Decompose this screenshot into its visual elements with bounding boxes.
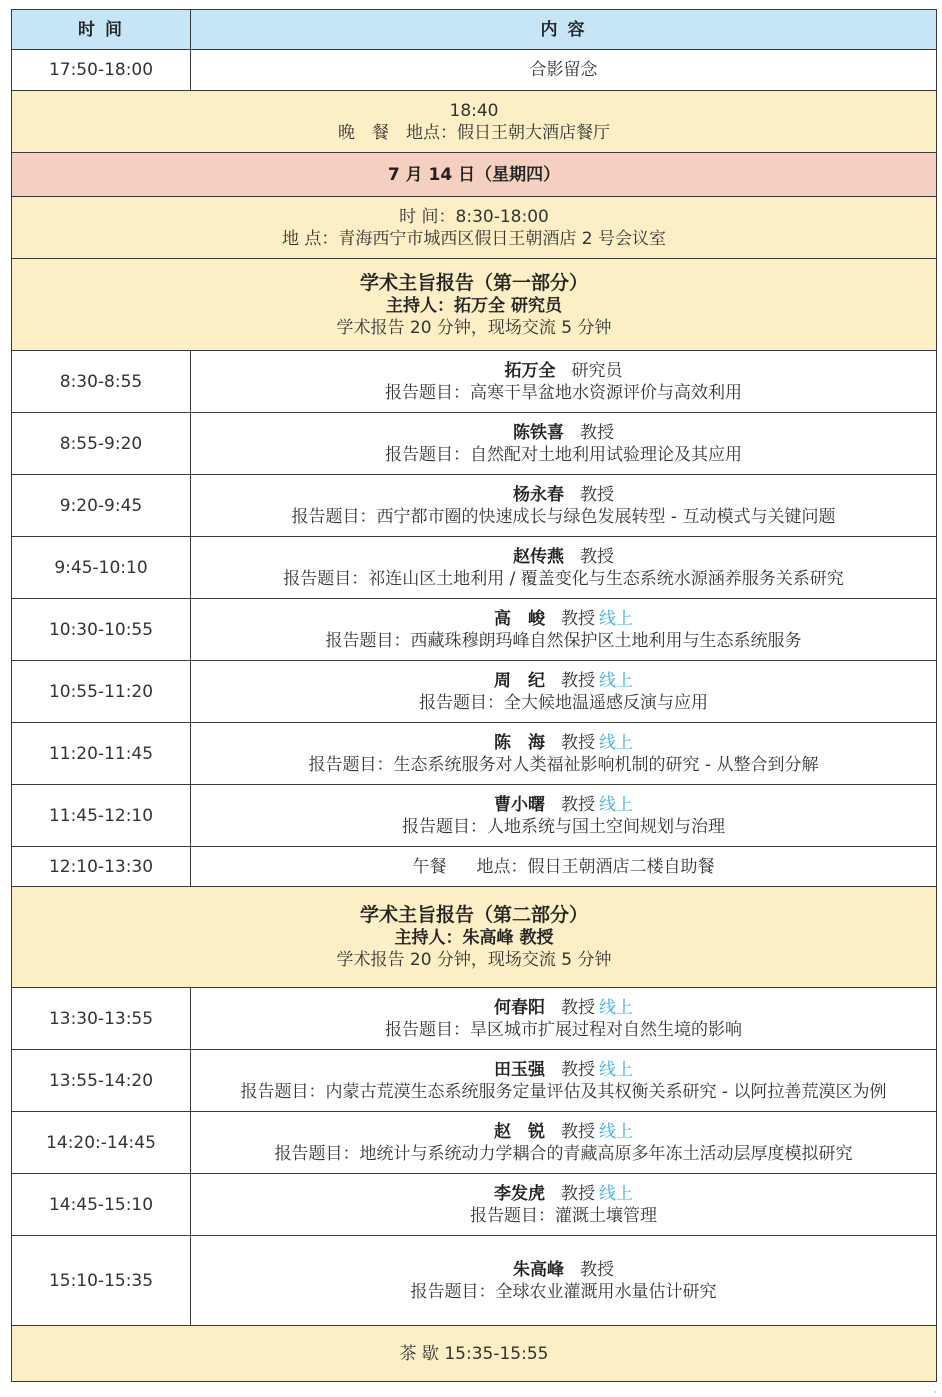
talk-cell — [191, 1174, 937, 1236]
tea-break-cell: 茶 歇 15:35-15:55 — [12, 1326, 937, 1382]
online-badge: 线上 — [599, 1183, 633, 1204]
time-cell: 9:20-9:45 — [12, 475, 191, 537]
speaker-name: 陈铁喜 — [513, 422, 564, 443]
speaker-name: 赵 锐 — [494, 1121, 545, 1142]
section2-header — [12, 887, 937, 988]
tea-break-row — [12, 1326, 937, 1382]
talk-row — [12, 413, 937, 475]
venue-location: 地 点：青海西宁市城西区假日王朝酒店 2 号会议室 — [281, 228, 667, 249]
talk-row — [12, 785, 937, 847]
talk-topic: 报告题目：生态系统服务对人类福祉影响机制的研究 - 从整合到分解 — [308, 754, 819, 775]
lunch-location: 地点：假日王朝酒店二楼自助餐 — [476, 856, 715, 877]
speaker-role: 教授 — [561, 608, 595, 629]
speaker-name: 李发虎 — [494, 1183, 545, 1204]
speaker-line — [191, 1259, 936, 1281]
speaker-line — [191, 546, 936, 568]
talk-cell — [191, 351, 937, 413]
speaker-role: 教授 — [561, 1183, 595, 1204]
speaker-line — [191, 1121, 936, 1143]
speaker-name: 周 纪 — [494, 670, 545, 691]
talk-cell — [191, 785, 937, 847]
section2-note: 学术报告 20 分钟，现场交流 5 分钟 — [336, 950, 612, 970]
talk-cell — [191, 413, 937, 475]
talk-topic: 报告题目：旱区城市扩展过程对自然生境的影响 — [385, 1019, 742, 1040]
talk-row — [12, 988, 937, 1050]
talk-row — [12, 661, 937, 723]
dinner-time: 18:40 — [449, 100, 499, 121]
talk-row — [12, 537, 937, 599]
schedule-table — [11, 9, 937, 1382]
online-badge: 线上 — [599, 997, 633, 1018]
speaker-name: 田玉强 — [494, 1059, 545, 1080]
corner-mark: · — [934, 1388, 937, 1397]
talk-row — [12, 1112, 937, 1174]
talk-cell — [191, 1112, 937, 1174]
venue-row — [12, 197, 937, 259]
speaker-line — [191, 997, 936, 1019]
time-column-header: 时 间 — [12, 10, 191, 50]
talks-part2 — [12, 988, 937, 1326]
speaker-role: 教授 — [580, 546, 614, 567]
lunch-row — [12, 847, 937, 887]
talk-topic: 报告题目：地统计与系统动力学耦合的青藏高原多年冻土活动层厚度模拟研究 — [274, 1143, 853, 1164]
speaker-name: 朱高峰 — [513, 1259, 564, 1280]
speaker-role: 教授 — [561, 670, 595, 691]
speaker-role: 教授 — [580, 1259, 614, 1280]
section1-title: 学术主旨报告（第一部分） — [359, 271, 588, 294]
time-cell: 12:10-13:30 — [12, 847, 191, 887]
speaker-name: 高 峻 — [494, 608, 545, 629]
talk-row — [12, 351, 937, 413]
talk-row — [12, 475, 937, 537]
online-badge: 线上 — [599, 608, 633, 629]
content-cell: 合影留念 — [191, 50, 937, 91]
time-cell: 14:20:-14:45 — [12, 1112, 191, 1174]
section1-host: 主持人：拓万全 研究员 — [386, 295, 562, 316]
speaker-name: 赵传燕 — [513, 546, 564, 567]
talk-cell — [191, 723, 937, 785]
time-cell: 13:30-13:55 — [12, 988, 191, 1050]
section1-note: 学术报告 20 分钟，现场交流 5 分钟 — [336, 317, 612, 338]
talk-topic: 报告题目：西宁都市圈的快速成长与绿色发展转型 - 互动模式与关键问题 — [291, 506, 836, 527]
time-cell: 10:55-11:20 — [12, 661, 191, 723]
talk-cell — [191, 1050, 937, 1112]
time-cell: 11:20-11:45 — [12, 723, 191, 785]
dinner-location: 晚 餐 地点：假日王朝大酒店餐厅 — [338, 122, 610, 143]
talk-cell — [191, 1236, 937, 1326]
speaker-role: 教授 — [561, 1059, 595, 1080]
speaker-line — [191, 422, 936, 444]
group-photo-row — [12, 50, 937, 91]
venue-time: 时 间：8:30-18:00 — [399, 206, 549, 227]
lunch-label: 午餐 — [412, 856, 447, 877]
section1-header — [12, 259, 937, 351]
talk-row — [12, 1174, 937, 1236]
online-badge: 线上 — [599, 732, 633, 753]
talks-part1 — [12, 351, 937, 847]
speaker-line — [191, 1059, 936, 1081]
speaker-role: 教授 — [561, 1121, 595, 1142]
lunch-cell — [191, 847, 937, 887]
date-banner: 7 月 14 日（星期四） — [12, 153, 937, 197]
speaker-line — [191, 360, 936, 382]
time-cell: 8:55-9:20 — [12, 413, 191, 475]
talk-topic: 报告题目：灌溉土壤管理 — [470, 1205, 657, 1226]
speaker-role: 教授 — [561, 997, 595, 1018]
online-badge: 线上 — [599, 670, 633, 691]
speaker-line — [191, 794, 936, 816]
header-row — [12, 10, 937, 50]
date-banner-row — [12, 153, 937, 197]
talk-topic: 报告题目：祁连山区土地利用 / 覆盖变化与生态系统水源涵养服务关系研究 — [283, 568, 844, 589]
speaker-name: 陈 海 — [494, 732, 545, 753]
speaker-role: 研究员 — [571, 360, 623, 381]
time-cell: 17:50-18:00 — [12, 50, 191, 91]
content-column-header: 内 容 — [191, 10, 937, 50]
speaker-line — [191, 1183, 936, 1205]
dinner-cell — [12, 91, 937, 153]
time-cell: 10:30-10:55 — [12, 599, 191, 661]
time-cell: 11:45-12:10 — [12, 785, 191, 847]
speaker-line — [191, 484, 936, 506]
talk-row — [12, 1050, 937, 1112]
speaker-role: 教授 — [580, 484, 614, 505]
section2-title: 学术主旨报告（第二部分） — [359, 904, 588, 926]
speaker-name: 拓万全 — [504, 360, 556, 381]
speaker-role: 教授 — [561, 794, 595, 815]
speaker-line — [191, 670, 936, 692]
speaker-name: 何春阳 — [494, 997, 545, 1018]
speaker-role: 教授 — [561, 732, 595, 753]
dinner-row — [12, 91, 937, 153]
talk-topic: 报告题目：自然配对土地利用试验理论及其应用 — [385, 444, 742, 465]
talk-topic: 报告题目：内蒙古荒漠生态系统服务定量评估及其权衡关系研究 - 以阿拉善荒漠区为例 — [240, 1081, 887, 1102]
online-badge: 线上 — [599, 1121, 633, 1142]
section1-header-row — [12, 259, 937, 351]
section2-host: 主持人：朱高峰 教授 — [394, 928, 554, 948]
talk-topic: 报告题目：全球农业灌溉用水量估计研究 — [410, 1281, 717, 1302]
talk-cell — [191, 537, 937, 599]
online-badge: 线上 — [599, 1059, 633, 1080]
speaker-name: 杨永春 — [513, 484, 564, 505]
time-cell: 8:30-8:55 — [12, 351, 191, 413]
speaker-line — [191, 732, 936, 754]
speaker-line — [191, 608, 936, 630]
talk-topic: 报告题目：西藏珠穆朗玛峰自然保护区土地利用与生态系统服务 — [325, 630, 802, 651]
speaker-role: 教授 — [580, 422, 614, 443]
time-cell: 14:45-15:10 — [12, 1174, 191, 1236]
talk-row — [12, 1236, 937, 1326]
section2-header-row — [12, 887, 937, 988]
talk-topic: 报告题目：全大候地温遥感反演与应用 — [419, 692, 708, 713]
time-cell: 9:45-10:10 — [12, 537, 191, 599]
time-cell: 15:10-15:35 — [12, 1236, 191, 1326]
talk-cell — [191, 599, 937, 661]
venue-cell — [12, 197, 937, 259]
talk-topic: 报告题目：高寒干旱盆地水资源评价与高效利用 — [385, 382, 742, 403]
talk-cell — [191, 661, 937, 723]
talk-cell — [191, 475, 937, 537]
talk-topic: 报告题目：人地系统与国土空间规划与治理 — [402, 816, 725, 837]
online-badge: 线上 — [599, 794, 633, 815]
talk-cell — [191, 988, 937, 1050]
time-cell: 13:55-14:20 — [12, 1050, 191, 1112]
talk-row — [12, 723, 937, 785]
talk-row — [12, 599, 937, 661]
speaker-name: 曹小曙 — [494, 794, 545, 815]
